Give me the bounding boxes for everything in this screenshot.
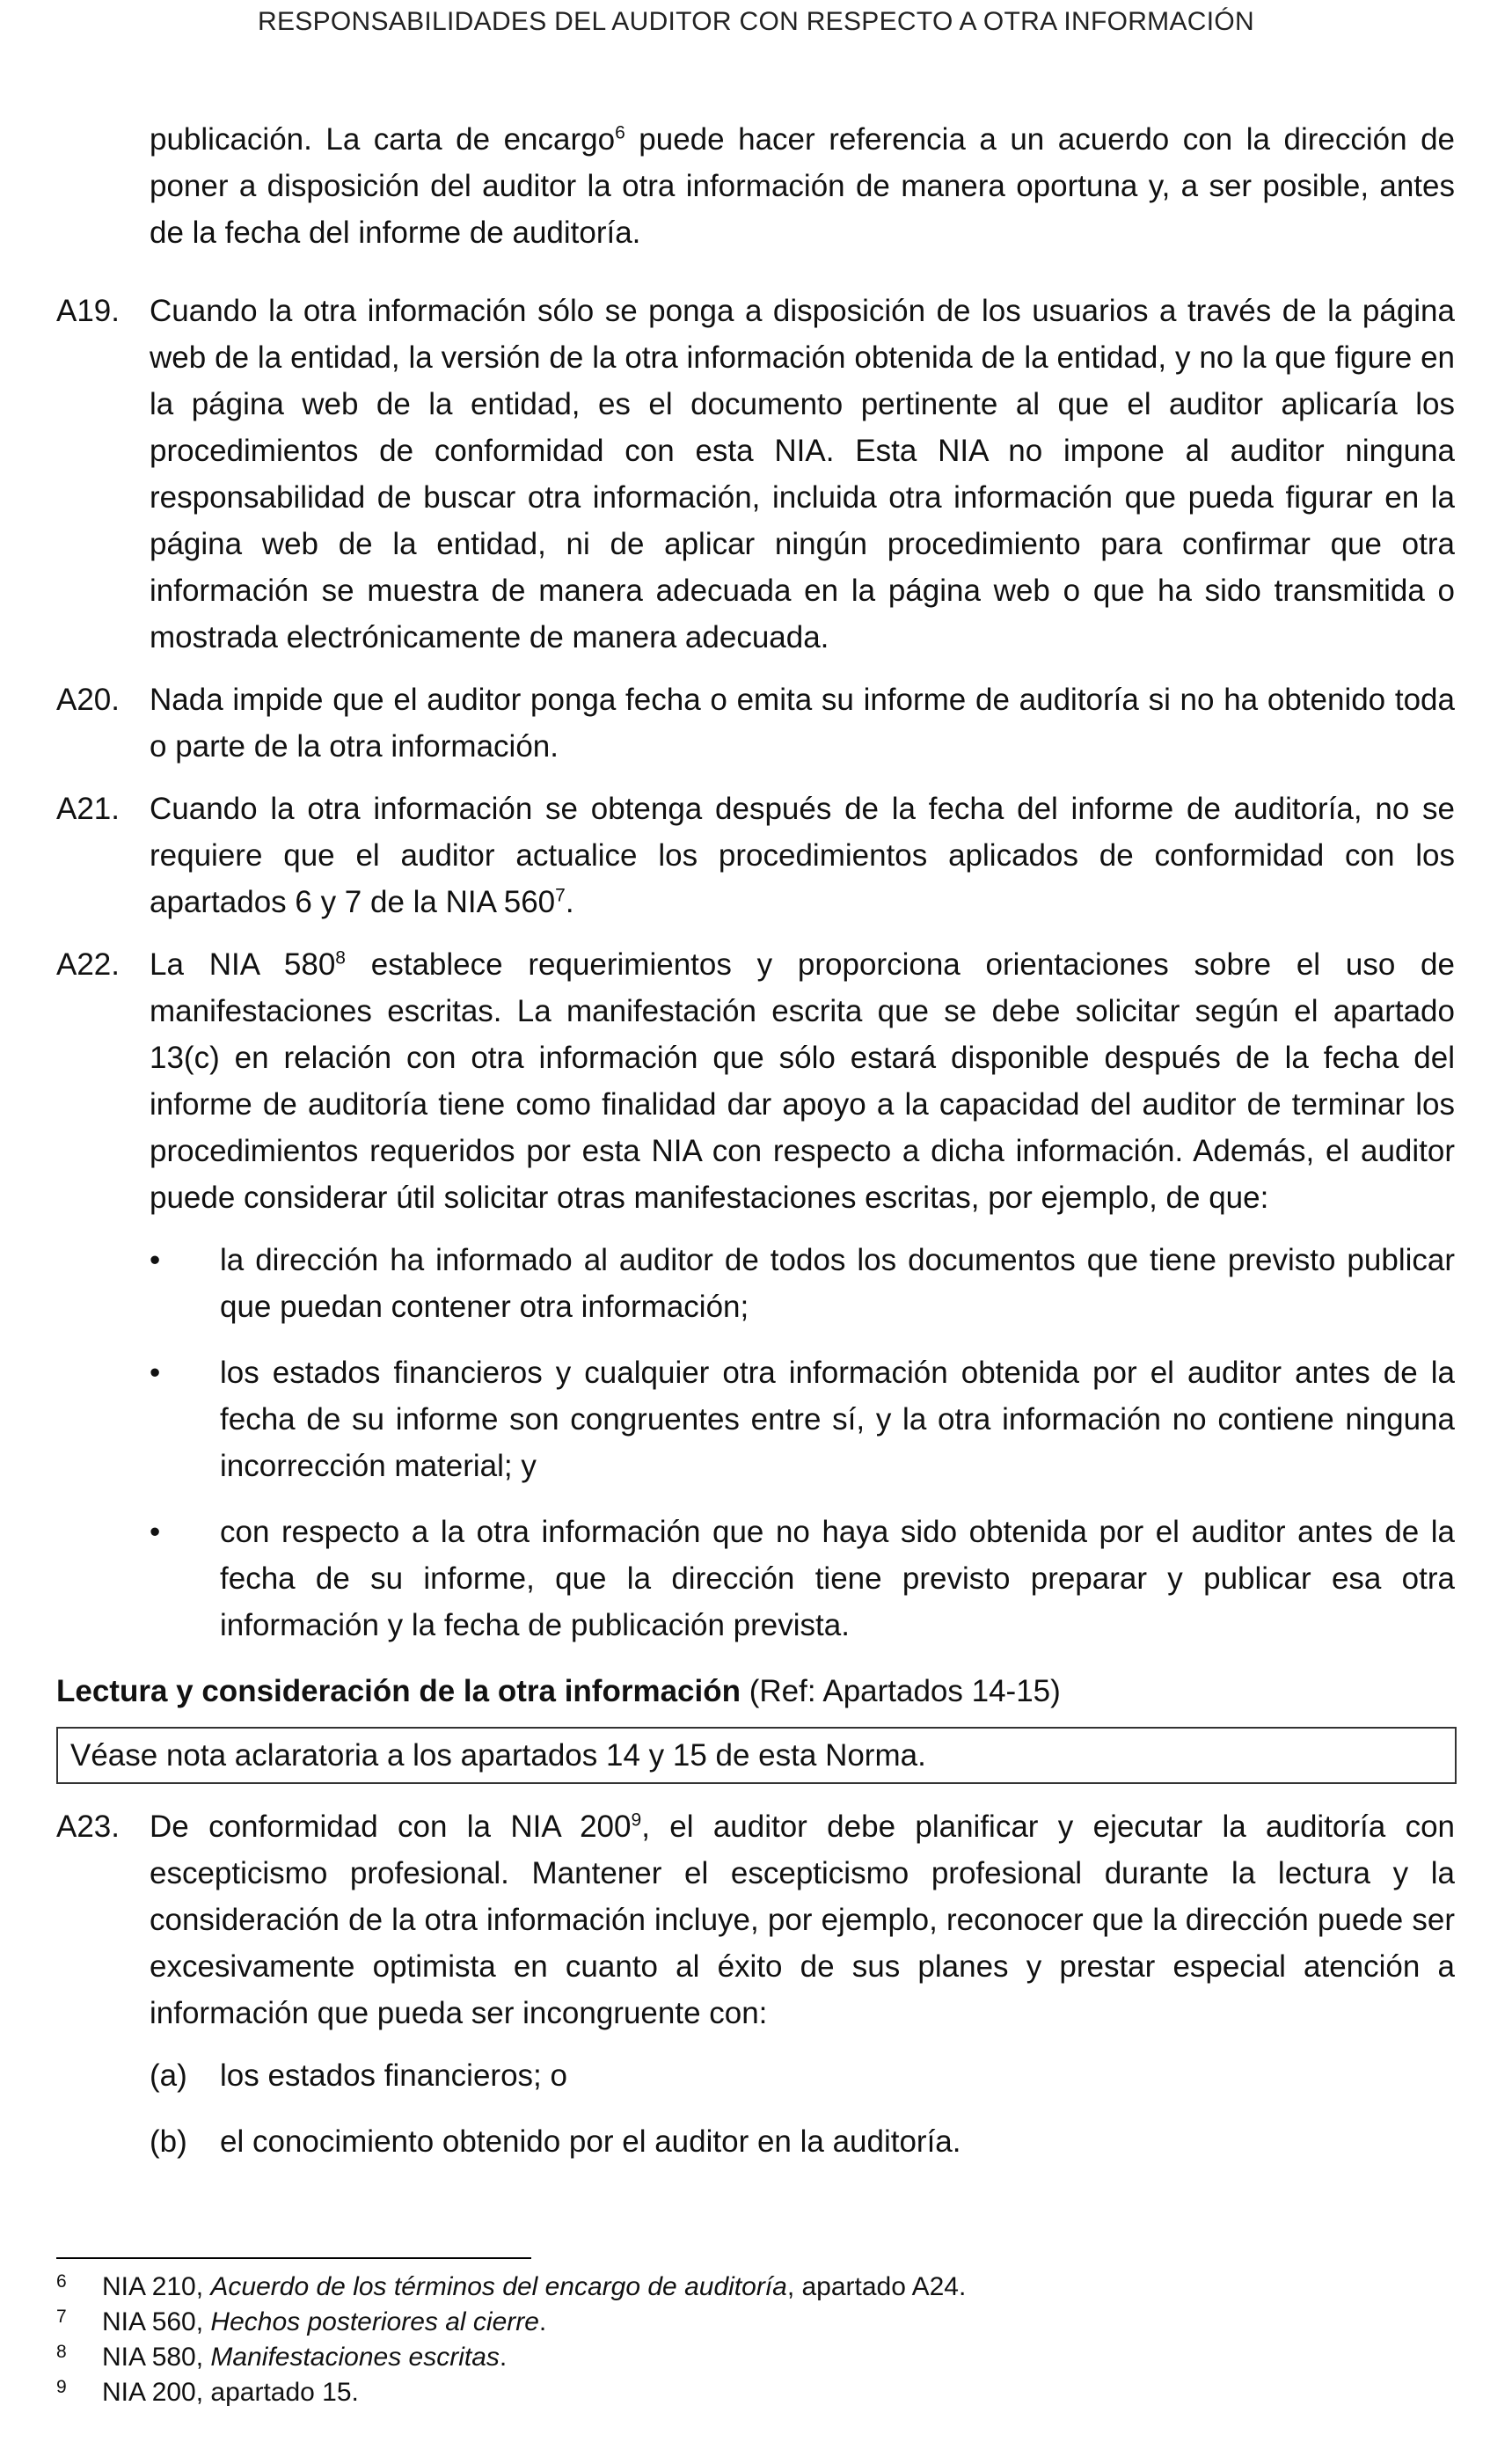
list-item — [150, 1509, 1455, 1649]
footnote-number: 8 — [56, 2342, 67, 2362]
intro-text-2: puede hacer referencia a un acuerdo con la dirección de poner a disposición del auditor la otra información de manera oportuna y, a ser posible, antes de la fecha del informe de auditoría. — [150, 122, 1455, 250]
paragraph-number-spacer — [56, 116, 150, 256]
bullet-mark: • — [150, 1356, 161, 1390]
footnote-7 — [56, 2305, 1455, 2340]
footnote-ref-8[interactable]: 8 — [335, 947, 346, 969]
a23-sub-list — [56, 2052, 1455, 2165]
list-item — [150, 2118, 1455, 2165]
paragraph-text-1: Cuando la otra información se obtenga después de la fecha del informe de auditoría, no se requiere que el auditor actualice los procedimientos aplicados de conformidad con los apartados 6 y 7 de la NIA 560 — [150, 792, 1455, 919]
item-text: los estados financieros; o — [220, 2058, 567, 2093]
footnote-text: NIA 200, apartado 15. — [102, 2378, 359, 2407]
document-body — [56, 116, 1455, 2184]
section-heading-ref: (Ref: Apartados 14-15) — [740, 1674, 1061, 1708]
footnote-number: 9 — [56, 2377, 67, 2397]
list-item — [150, 1237, 1455, 1330]
paragraph-number: A19. — [56, 294, 120, 328]
footnote-6 — [56, 2270, 1455, 2305]
section-heading — [56, 1668, 1455, 1715]
paragraph-a21 — [56, 786, 1455, 925]
intro-paragraph — [56, 116, 1455, 256]
footnote-number: 7 — [56, 2307, 67, 2327]
footnote-suffix: . — [499, 2343, 508, 2372]
footnote-text: NIA 210, — [102, 2272, 211, 2301]
section-heading-title: Lectura y consideración de la otra información — [56, 1674, 741, 1708]
intro-text-1: publicación. La carta de encargo — [150, 122, 616, 157]
paragraph-a22 — [56, 941, 1455, 1221]
list-item — [150, 1349, 1455, 1489]
footnote-text: NIA 580, — [102, 2343, 211, 2372]
footnote-number: 6 — [56, 2271, 67, 2292]
footnote-ref-7[interactable]: 7 — [555, 885, 566, 906]
paragraph-number: A20. — [56, 683, 120, 717]
footnote-ref-9[interactable]: 9 — [631, 1810, 642, 1831]
item-label: (b) — [150, 2124, 187, 2159]
paragraph-text-2: . — [565, 885, 574, 919]
paragraph-text: Nada impide que el auditor ponga fecha o emita su informe de auditoría si no ha obtenido toda o parte de la otra información. — [150, 683, 1455, 764]
footnote-text: NIA 560, — [102, 2307, 211, 2336]
item-label: (a) — [150, 2058, 187, 2093]
paragraph-text: Cuando la otra información sólo se ponga a disposición de los usuarios a través de la página web de la entidad, la versión de la otra información obtenida de la entidad, y no la que figure en la página web de la entidad, es el documento pertinente al que el auditor aplicaría los procedimientos de conformidad con esta NIA. Esta NIA no impone al auditor ninguna responsabilidad de buscar otra información, incluida otra información que pueda figurar en la página web de la entidad, ni de aplicar ningún procedimiento para confirmar que otra información se muestra de manera adecuada en la página web o que ha sido transmitida o mostrada electrónicamente de manera adecuada. — [150, 294, 1455, 654]
footnote-ref-6[interactable]: 6 — [615, 122, 625, 143]
paragraph-text-1: La NIA 580 — [150, 947, 336, 982]
paragraph-a20 — [56, 676, 1455, 770]
footnote-suffix: , apartado A24. — [786, 2272, 967, 2301]
paragraph-number: A23. — [56, 1810, 120, 1844]
paragraph-a19 — [56, 288, 1455, 661]
bullet-mark: • — [150, 1515, 161, 1549]
footnote-8 — [56, 2340, 1455, 2375]
footnote-title: Hechos posteriores al cierre — [210, 2307, 539, 2336]
footnote-9 — [56, 2375, 1455, 2410]
footnote-suffix: . — [538, 2307, 547, 2336]
paragraph-number: A22. — [56, 947, 120, 982]
bullet-text: la dirección ha informado al auditor de todos los documentos que tiene previsto publicar que puedan contener otra información; — [220, 1243, 1455, 1324]
paragraph-text-1: De conformidad con la NIA 200 — [150, 1810, 632, 1844]
list-item — [150, 2052, 1455, 2099]
bullet-text: con respecto a la otra información que no haya sido obtenida por el auditor antes de la fecha de su informe, que la dirección tiene previsto preparar y publicar esa otra información y la fecha de publicación prevista. — [220, 1515, 1455, 1642]
footnote-separator — [56, 2257, 531, 2259]
paragraph-text-2: , el auditor debe planificar y ejecutar la auditoría con escepticismo profesional. Mantener el escepticismo profesional durante la lectura y la consideración de la otra información incluye, por ejemplo, reconocer que la dirección puede ser excesivamente optimista en cuanto al éxito de sus planes y prestar especial atención a información que pueda ser incongruente con: — [150, 1810, 1455, 2030]
paragraph-text-2: establece requerimientos y proporciona orientaciones sobre el uso de manifestaciones escritas. La manifestación escrita que se debe solicitar según el apartado 13(c) en relación con otra información que sólo estará disponible después de la fecha del informe de auditoría tiene como finalidad dar apoyo a la capacidad del auditor de terminar los procedimientos requeridos por esta NIA con respecto a dicha información. Además, el auditor puede considerar útil solicitar otras manifestaciones escritas, por ejemplo, de que: — [150, 947, 1455, 1215]
a22-bullet-list — [56, 1237, 1455, 1649]
paragraph-number: A21. — [56, 792, 120, 826]
page-header: RESPONSABILIDADES DEL AUDITOR CON RESPECTO A OTRA INFORMACIÓN — [258, 7, 1254, 36]
item-text: el conocimiento obtenido por el auditor en la auditoría. — [220, 2124, 961, 2159]
clarifying-note-box: Véase nota aclaratoria a los apartados 14 y 15 de esta Norma. — [56, 1727, 1457, 1784]
bullet-mark: • — [150, 1243, 161, 1277]
footnotes — [56, 2270, 1455, 2410]
footnote-title: Acuerdo de los términos del encargo de auditoría — [210, 2272, 787, 2301]
bullet-text: los estados financieros y cualquier otra información obtenida por el auditor antes de la fecha de su informe son congruentes entre sí, y la otra información no contiene ninguna incorrección material; y — [220, 1356, 1455, 1483]
paragraph-a23 — [56, 1803, 1455, 2036]
footnote-title: Manifestaciones escritas — [210, 2343, 500, 2372]
